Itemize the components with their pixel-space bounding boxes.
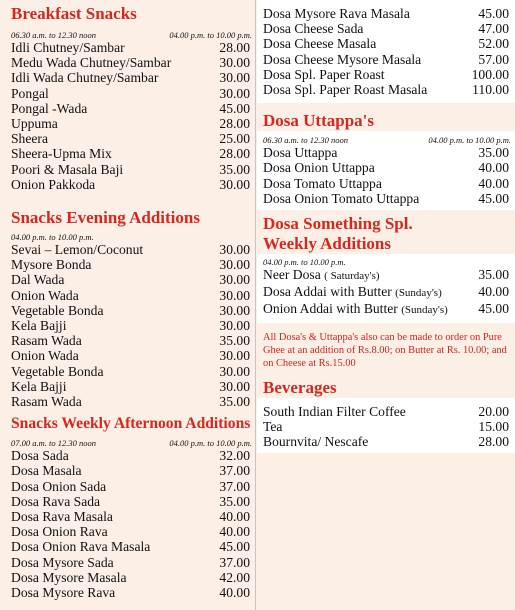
menu-item-name-text: Onion Addai with Butter <box>263 301 398 317</box>
evening-timings <box>11 232 256 242</box>
menu-item-name <box>11 364 103 379</box>
menu-item-name-text: Dosa Spl. Paper Roast <box>263 66 385 82</box>
menu-item-name <box>11 539 150 554</box>
menu-item-price: 45.00 <box>219 100 250 116</box>
menu-item-row <box>263 82 515 97</box>
breakfast-heading: Breakfast Snacks <box>11 4 137 23</box>
menu-item-name-text: Dosa Cheese Sada <box>263 21 364 37</box>
menu-item-row <box>11 348 256 363</box>
afternoon-timings <box>11 438 256 448</box>
menu-item-name <box>11 257 91 272</box>
special-heading-line1: Dosa Something Spl. <box>263 214 413 234</box>
special-panel <box>257 254 515 323</box>
menu-item-name <box>263 21 363 36</box>
menu-item-row <box>11 524 256 539</box>
menu-item-price: 37.00 <box>219 478 250 494</box>
menu-item-name-text: Dosa Uttappa <box>263 145 338 161</box>
menu-item-row <box>263 36 515 51</box>
menu-item-row <box>263 434 515 449</box>
dosa-continued-panel <box>257 0 515 103</box>
menu-item-name <box>11 303 103 318</box>
menu-item-price: 30.00 <box>219 55 250 71</box>
menu-item-price: 45.00 <box>478 301 509 317</box>
menu-item-name-text: Dosa Mysore Rava Masala <box>263 6 410 21</box>
menu-item-name <box>263 404 406 419</box>
menu-item-price: 30.00 <box>219 378 250 394</box>
menu-item-row <box>263 67 515 82</box>
menu-item-name <box>11 555 114 570</box>
menu-item-row <box>11 539 256 554</box>
menu-item-row <box>263 404 515 419</box>
menu-item-price: 40.00 <box>478 284 509 300</box>
menu-item-name <box>263 176 382 191</box>
menu-item-note: (Sunday's) <box>395 287 442 300</box>
menu-item-name <box>11 40 125 55</box>
menu-item-row <box>11 40 256 55</box>
menu-item-name <box>263 301 448 318</box>
menu-item-name <box>11 379 67 394</box>
menu-item-name-text: Dosa Cheese Masala <box>263 36 377 52</box>
menu-item-name-text: Kela Bajji <box>11 318 67 334</box>
menu-item-name <box>11 177 95 192</box>
menu-item-row <box>263 6 515 21</box>
menu-item-price: 35.00 <box>478 267 509 283</box>
menu-item-row <box>11 364 256 379</box>
menu-item-name-text: Mysore Bonda <box>11 257 92 273</box>
afternoon-heading: Snacks Weekly Afternoon Additions <box>11 415 251 433</box>
menu-item-price: 30.00 <box>219 85 250 101</box>
menu-item-name <box>11 570 127 585</box>
menu-item-price: 30.00 <box>219 272 250 288</box>
menu-item-price: 35.00 <box>478 145 509 161</box>
menu-item-name <box>263 419 282 434</box>
menu-item-row <box>11 318 256 333</box>
menu-item-name-text: Dosa Masala <box>11 463 82 479</box>
menu-item-price: 30.00 <box>219 318 250 334</box>
menu-item-row <box>11 86 256 101</box>
menu-item-row <box>263 284 515 301</box>
uttappa-time-morning: 06.30 a.m. to 12.30 noon <box>263 135 348 146</box>
menu-item-row <box>11 272 256 287</box>
menu-item-name-text: Neer Dosa <box>263 267 321 283</box>
menu-item-name <box>11 333 82 348</box>
menu-item-price: 40.00 <box>478 175 509 191</box>
menu-item-row <box>11 448 256 463</box>
menu-item-price: 40.00 <box>478 160 509 176</box>
menu-item-name <box>263 67 385 82</box>
menu-item-row <box>11 70 256 85</box>
menu-item-row <box>263 21 515 36</box>
afternoon-time-morning: 07.00 a.m. to 12.30 noon <box>11 438 96 449</box>
menu-item-name-text: Sheera-Upma Mix <box>11 146 112 162</box>
menu-item-name <box>263 36 376 51</box>
menu-item-name-text: Tea <box>263 418 283 434</box>
menu-item-name-text: Rasam Wada <box>11 394 82 410</box>
menu-item-price: 30.00 <box>219 302 250 318</box>
menu-item-name <box>11 116 58 131</box>
menu-item-price: 45.00 <box>478 6 509 21</box>
menu-item-row <box>11 131 256 146</box>
menu-item-price: 30.00 <box>219 257 250 273</box>
menu-item-name <box>263 267 380 284</box>
menu-item-name <box>11 479 106 494</box>
menu-item-name <box>11 288 79 303</box>
menu-item-price: 40.00 <box>219 509 250 525</box>
menu-item-row <box>11 177 256 192</box>
menu-item-row <box>263 52 515 67</box>
menu-item-name-text: Uppuma <box>11 116 58 132</box>
menu-item-price: 30.00 <box>219 242 250 258</box>
breakfast-time-evening: 04.00 p.m. to 10.00 p.m. <box>169 30 252 40</box>
menu-item-row <box>11 555 256 570</box>
menu-item-name <box>263 52 421 67</box>
menu-item-name-text: Pongal <box>11 85 49 101</box>
menu-item-name-text: Bournvita/ Nescafe <box>263 434 369 450</box>
afternoon-time-evening: 04.00 p.m. to 10.00 p.m. <box>169 438 252 449</box>
menu-item-row <box>11 55 256 70</box>
menu-item-row <box>263 160 515 175</box>
menu-item-price: 35.00 <box>219 394 250 410</box>
menu-item-price: 35.00 <box>219 493 250 509</box>
menu-item-name-text: Pongal -Wada <box>11 100 88 116</box>
column-divider <box>255 0 256 610</box>
menu-item-row <box>263 301 515 318</box>
menu-item-name <box>11 101 87 116</box>
menu-item-price: 45.00 <box>219 539 250 555</box>
menu-item-name-text: Dal Wada <box>11 272 65 288</box>
menu-item-price: 100.00 <box>471 66 509 82</box>
menu-item-name-text: Dosa Sada <box>11 448 69 464</box>
menu-item-name <box>263 191 419 206</box>
menu-item-name-text: Dosa Addai with Butter <box>263 284 392 300</box>
menu-item-name-text: Dosa Rava Sada <box>11 493 101 509</box>
menu-item-name-text: Dosa Mysore Sada <box>11 554 114 570</box>
menu-item-name-text: Sevai – Lemon/Coconut <box>11 242 144 258</box>
menu-item-price: 28.00 <box>219 40 250 55</box>
menu-item-name <box>11 509 113 524</box>
menu-item-name-text: Medu Wada Chutney/Sambar <box>11 55 172 71</box>
menu-item-price: 30.00 <box>219 348 250 364</box>
menu-item-name-text: Dosa Mysore Rava <box>11 585 116 601</box>
menu-item-name-text: Dosa Onion Uttappa <box>263 160 375 176</box>
special-heading-line2: Weekly Additions <box>263 234 392 254</box>
menu-item-price: 110.00 <box>472 82 509 98</box>
menu-item-price: 28.00 <box>478 434 509 450</box>
menu-item-price: 42.00 <box>219 569 250 585</box>
menu-item-name-text: Rasam Wada <box>11 333 82 349</box>
menu-item-row <box>11 162 256 177</box>
menu-item-name-text: Onion Wada <box>11 348 79 364</box>
menu-item-name-text: Vegetable Bonda <box>11 363 104 379</box>
menu-item-name <box>11 146 112 161</box>
menu-item-name <box>11 55 171 70</box>
uttappa-heading: Dosa Uttappa's <box>263 111 374 131</box>
menu-item-row <box>11 242 256 257</box>
menu-item-row <box>263 191 515 206</box>
menu-item-price: 30.00 <box>219 363 250 379</box>
breakfast-timings <box>11 30 256 40</box>
menu-item-row <box>11 288 256 303</box>
menu-item-price: 37.00 <box>219 554 250 570</box>
menu-item-name-text: Kela Bajji <box>11 378 67 394</box>
menu-item-name <box>11 86 49 101</box>
uttappa-time-evening: 04.00 p.m. to 10.00 p.m. <box>428 135 511 146</box>
menu-item-row <box>11 585 256 600</box>
special-time: 04.00 p.m. to 10.00 p.m. <box>263 257 346 268</box>
menu-item-row <box>11 333 256 348</box>
evening-list <box>11 242 256 409</box>
menu-item-row <box>11 257 256 272</box>
menu-item-row <box>11 303 256 318</box>
menu-item-price: 30.00 <box>219 287 250 303</box>
menu-item-row <box>11 379 256 394</box>
menu-item-name-text: Dosa Onion Rava <box>11 524 108 540</box>
menu-item-name <box>11 162 123 177</box>
menu-item-row <box>11 146 256 161</box>
menu-item-row <box>263 419 515 434</box>
uttappa-panel <box>257 131 515 210</box>
menu-item-price: 52.00 <box>478 36 509 52</box>
menu-item-name <box>263 284 442 301</box>
special-list <box>263 267 515 319</box>
menu-item-name <box>11 585 115 600</box>
menu-item-price: 32.00 <box>219 448 250 464</box>
menu-item-price: 40.00 <box>219 585 250 601</box>
menu-item-name-text: Onion Wada <box>11 287 79 303</box>
uttappa-list <box>263 145 515 206</box>
beverages-panel <box>257 398 515 454</box>
uttappa-timings <box>263 135 515 145</box>
menu-item-name <box>11 448 69 463</box>
menu-item-name-text: Idli Chutney/Sambar <box>11 40 125 55</box>
menu-item-name-text: Dosa Rava Masala <box>11 509 113 525</box>
menu-item-price: 28.00 <box>219 116 250 132</box>
right-column <box>257 0 515 610</box>
menu-item-note: (Sunday's) <box>401 304 448 317</box>
menu-item-name <box>263 434 368 449</box>
menu-item-price: 25.00 <box>219 131 250 147</box>
left-column <box>0 0 256 610</box>
menu-item-name <box>263 6 410 21</box>
special-timings <box>263 257 515 267</box>
menu-item-price: 30.00 <box>219 70 250 86</box>
menu-item-name <box>11 348 79 363</box>
menu-item-price: 28.00 <box>219 146 250 162</box>
evening-heading: Snacks Evening Additions <box>11 208 200 228</box>
menu-item-price: 45.00 <box>478 190 509 206</box>
menu-item-price: 35.00 <box>219 333 250 349</box>
menu-item-row <box>11 394 256 409</box>
menu-item-name-text: Poori & Masala Baji <box>11 161 124 177</box>
menu-item-name <box>11 242 143 257</box>
menu-item-price: 20.00 <box>478 403 509 419</box>
menu-item-name-text: Dosa Mysore Masala <box>11 569 127 585</box>
menu-item-price: 57.00 <box>478 51 509 67</box>
menu-item-name <box>11 524 108 539</box>
menu-item-row <box>11 463 256 478</box>
menu-item-name-text: Dosa Cheese Mysore Masala <box>263 51 422 67</box>
menu-item-row <box>263 267 515 284</box>
menu-item-name <box>11 318 67 333</box>
evening-time: 04.00 p.m. to 10.00 p.m. <box>11 232 94 243</box>
menu-item-price: 37.00 <box>219 463 250 479</box>
menu-item-name <box>263 82 427 97</box>
menu-item-name-text: Dosa Tomato Uttappa <box>263 175 382 191</box>
breakfast-list <box>11 40 256 192</box>
menu-item-row <box>11 101 256 116</box>
menu-item-name-text: South Indian Filter Coffee <box>263 403 406 419</box>
menu-item-price: 40.00 <box>219 524 250 540</box>
beverages-list <box>263 404 515 450</box>
menu-item-name <box>11 463 82 478</box>
dosa-continued-list <box>263 6 515 97</box>
menu-item-price: 15.00 <box>478 418 509 434</box>
menu-item-name <box>263 145 337 160</box>
menu-item-price: 35.00 <box>219 161 250 177</box>
menu-item-name-text: Dosa Spl. Paper Roast Masala <box>263 82 428 98</box>
beverages-heading: Beverages <box>263 377 337 397</box>
pricing-footnote: All Dosa's & Uttappa's also can be made to order on Pure Ghee at an addition of Rs.8.00; on Butter at Rs. 10.00; and on Cheese at Rs.15.00 <box>263 331 507 369</box>
menu-item-name-text: Dosa Onion Tomato Uttappa <box>263 190 420 206</box>
menu-item-row <box>263 176 515 191</box>
menu-item-name <box>11 70 158 85</box>
menu-item-name-text: Idli Wada Chutney/Sambar <box>11 70 159 86</box>
menu-item-name-text: Dosa Onion Rava Masala <box>11 539 151 555</box>
afternoon-list <box>11 448 256 600</box>
menu-item-price: 47.00 <box>478 21 509 37</box>
menu-item-name <box>11 272 64 287</box>
menu-item-row <box>11 494 256 509</box>
menu-item-name <box>263 160 375 175</box>
menu-item-row <box>11 570 256 585</box>
menu-item-name <box>11 494 100 509</box>
menu-item-name-text: Dosa Onion Sada <box>11 478 107 494</box>
menu-item-name <box>11 394 82 409</box>
menu-item-row <box>11 509 256 524</box>
menu-item-name-text: Sheera <box>11 131 48 147</box>
menu-item-name-text: Onion Pakkoda <box>11 176 96 192</box>
breakfast-time-morning: 06.30 a.m. to 12.30 noon <box>11 30 96 40</box>
menu-item-row <box>11 479 256 494</box>
menu-item-price: 30.00 <box>219 176 250 192</box>
menu-item-name-text: Vegetable Bonda <box>11 302 104 318</box>
menu-item-row <box>11 116 256 131</box>
menu-item-name <box>11 131 48 146</box>
menu-item-row <box>263 145 515 160</box>
menu-item-note: ( Saturday's) <box>324 270 380 283</box>
